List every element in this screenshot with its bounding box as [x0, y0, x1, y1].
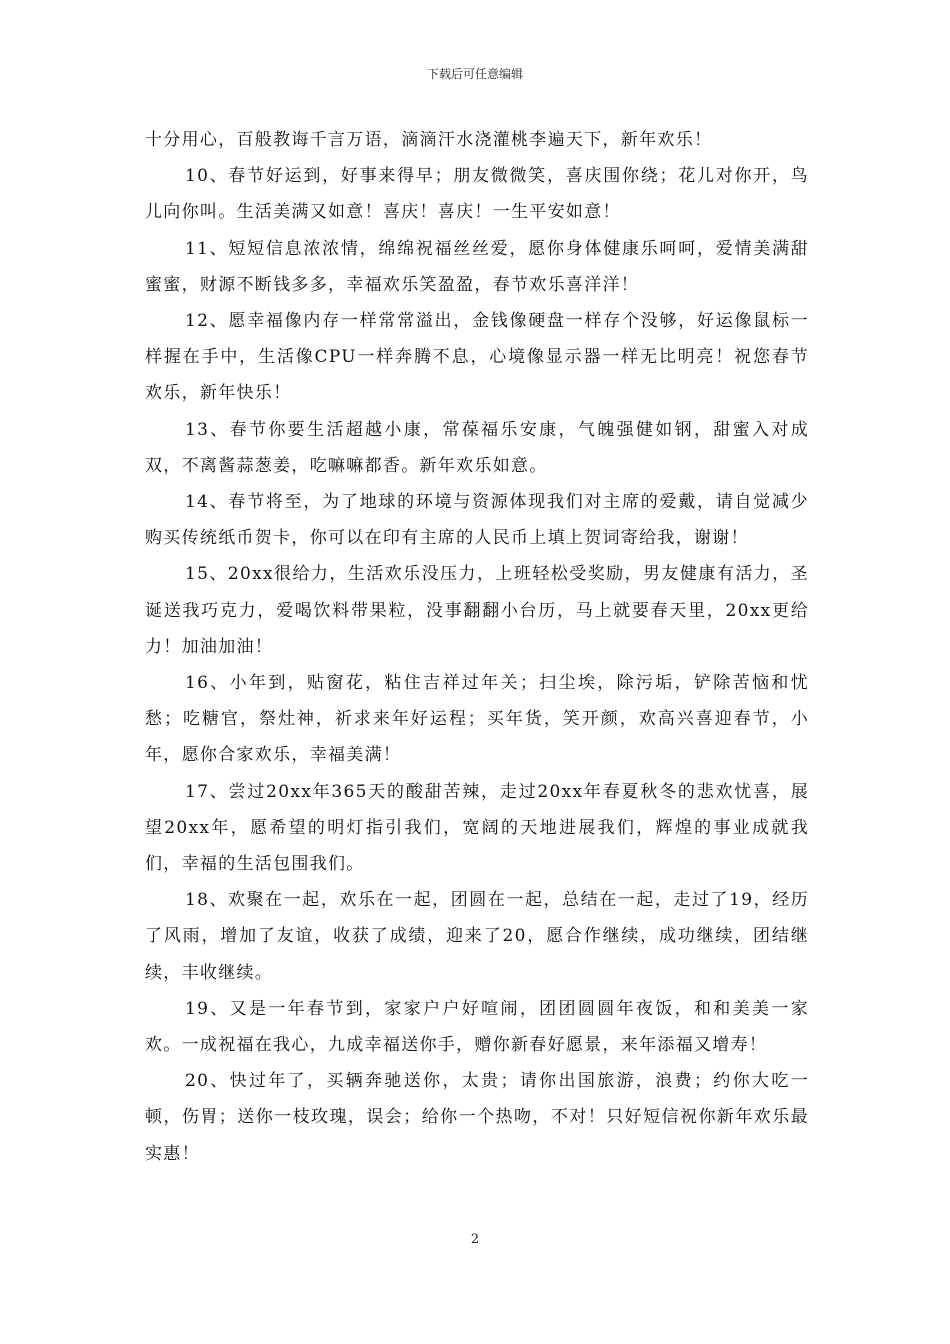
paragraph-item-17: 17、尝过20xx年365天的酸甜苦辣，走过20xx年春夏秋冬的悲欢忧喜，展望20xx年，愿希望的明灯指引我们，宽阔的天地进展我们，辉煌的事业成就我们，幸福的生活包围我们。 [145, 781, 809, 875]
paragraph-item-13: 13、春节你要生活超越小康，常葆福乐安康，气魄强健如钢，甜蜜入对成双，不离酱蒜葱姜，吃嘛嘛都香。新年欢乐如意。 [145, 419, 809, 476]
document-body [145, 122, 809, 1172]
paragraph-item-20: 20、快过年了，买辆奔驰送你，太贵；请你出国旅游，浪费；约你大吃一顿，伤胃；送你一枝玫瑰，误会；给你一个热吻，不对！只好短信祝你新年欢乐最实惠！ [145, 1071, 809, 1164]
paragraph-item-16: 16、小年到，贴窗花，粘住吉祥过年关；扫尘埃，除污垢，铲除苦恼和忧愁；吃糖官，祭灶神，祈求来年好运程；买年货，笑开颜，欢高兴喜迎春节，小年，愿你合家欢乐，幸福美满！ [145, 673, 809, 766]
paragraph-item-19: 19、又是一年春节到，家家户户好喧闹，团团圆圆年夜饭，和和美美一家欢。一成祝福在我心，九成幸福送你手，赠你新春好愿景，来年添福又增寿！ [145, 998, 809, 1056]
paragraph-item-11: 11、短短信息浓浓情，绵绵祝福丝丝爱，愿你身体健康乐呵呵，爱情美满甜蜜蜜，财源不断钱多多，幸福欢乐笑盈盈，春节欢乐喜洋洋！ [145, 238, 809, 295]
paragraph-item-14: 14、春节将至，为了地球的环境与资源体现我们对主席的爱戴，请自觉减少购买传统纸币贺卡，你可以在印有主席的人民币上填上贺词寄给我，谢谢！ [145, 492, 809, 549]
paragraph-item-18: 18、欢聚在一起，欢乐在一起，团圆在一起，总结在一起，走过了19，经历了风雨，增加了友谊，收获了成绩，迎来了20，愿合作继续，成功继续，团结继续，丰收继续。 [145, 890, 809, 983]
paragraph-continuation: 十分用心，百般教诲千言万语，滴滴汗水浇灌桃李遍天下，新年欢乐！ [145, 130, 713, 150]
paragraph-item-15: 15、20xx很给力，生活欢乐没压力，上班轻松受奖励，男友健康有活力，圣诞送我巧克力，爱喝饮料带果粒，没事翻翻小台历，马上就要春天里，20xx更给力！加油加油！ [145, 564, 809, 657]
page-header: 下载后可任意编辑 [426, 67, 523, 81]
paragraph-item-10: 10、春节好运到，好事来得早；朋友微微笑，喜庆围你绕；花儿对你开，鸟儿向你叫。生活美满又如意！喜庆！喜庆！一生平安如意！ [145, 166, 809, 223]
paragraph-item-12: 12、愿幸福像内存一样常常溢出，金钱像硬盘一样存个没够，好运像鼠标一样握在手中，生活像CPU一样奔腾不息，心境像显示器一样无比明亮！祝您春节欢乐，新年快乐！ [145, 311, 809, 404]
page-number: 2 [470, 1232, 480, 1247]
